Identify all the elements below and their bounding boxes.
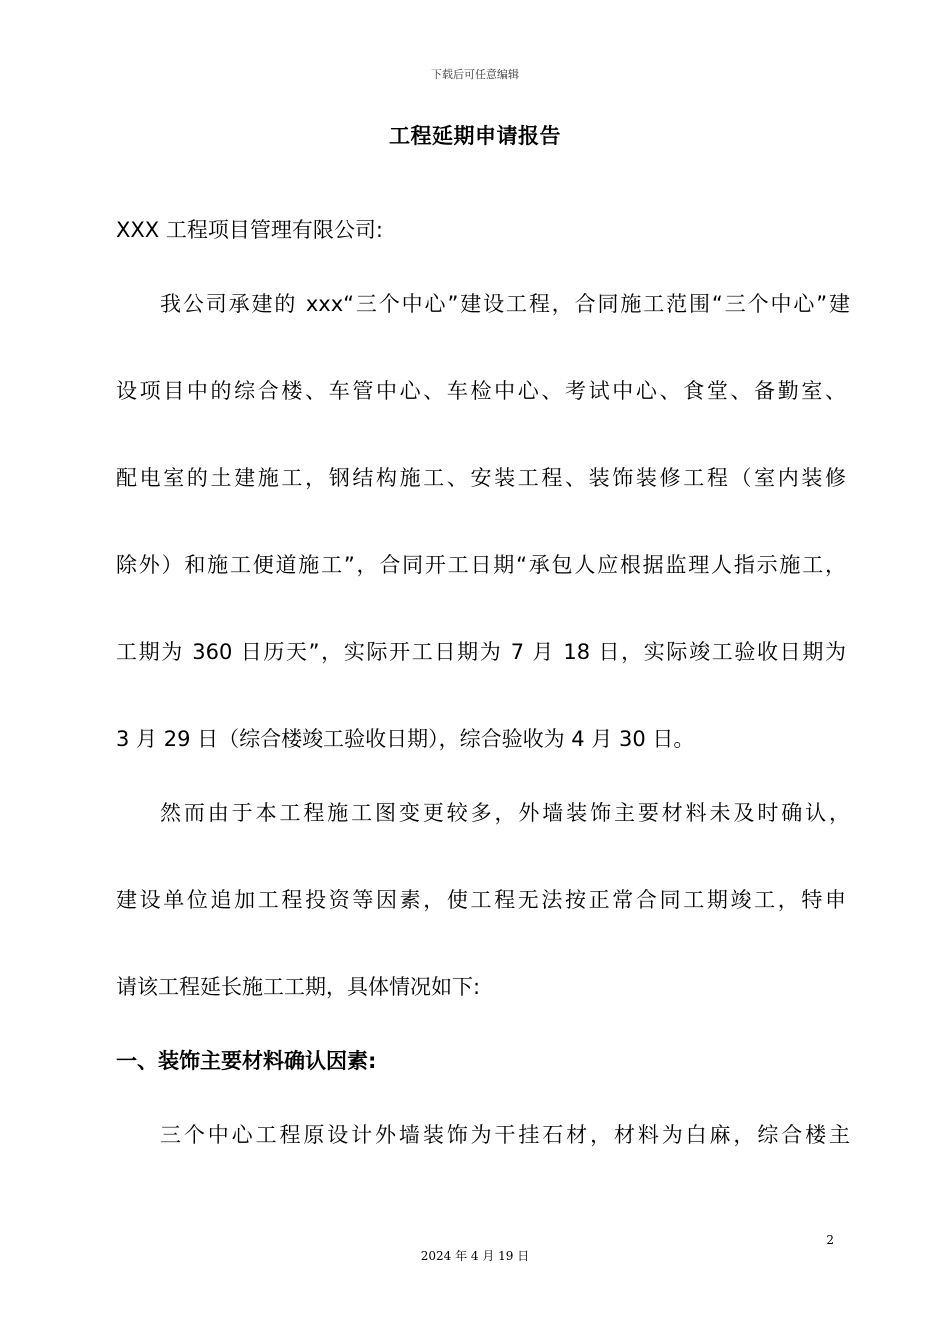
body-line: 除外）和施工便道施工”，合同开工日期“承包人应根据监理人指示施工， (116, 553, 846, 577)
body-line: 建设单位追加工程投资等因素，使工程无法按正常合同工期竣工，特申 (116, 888, 846, 912)
body-line: 工期为 360 日历天”，实际开工日期为 7 月 18 日，实际竣工验收日期为 (116, 640, 846, 664)
body-line: 然而由于本工程施工图变更较多，外墙装饰主要材料未及时确认， (160, 801, 850, 825)
section-heading: 一、装饰主要材料确认因素: (116, 1049, 377, 1073)
body-line: 请该工程延长施工工期，具体情况如下: (116, 975, 481, 999)
page-header-note: 下载后可任意编辑 (431, 68, 519, 81)
body-line: 3 月 29 日（综合楼竣工验收日期），综合验收为 4 月 30 日。 (116, 727, 695, 751)
body-line: 配电室的土建施工，钢结构施工、安装工程、装饰装修工程（室内装修 (116, 466, 846, 490)
page-number: 2 (826, 1233, 834, 1247)
addressee-line: XXX 工程项目管理有限公司: (116, 218, 383, 242)
body-line: 设项目中的综合楼、车管中心、车检中心、考试中心、食堂、备勤室、 (116, 379, 846, 403)
body-line: 我公司承建的 xxx“三个中心”建设工程，合同施工范围“三个中心”建 (160, 292, 850, 316)
body-line: 三个中心工程原设计外墙装饰为干挂石材，材料为白麻，综合楼主 (160, 1123, 850, 1147)
document-title: 工程延期申请报告 (389, 124, 561, 148)
footer-date: 2024 年 4 月 19 日 (420, 1249, 530, 1263)
